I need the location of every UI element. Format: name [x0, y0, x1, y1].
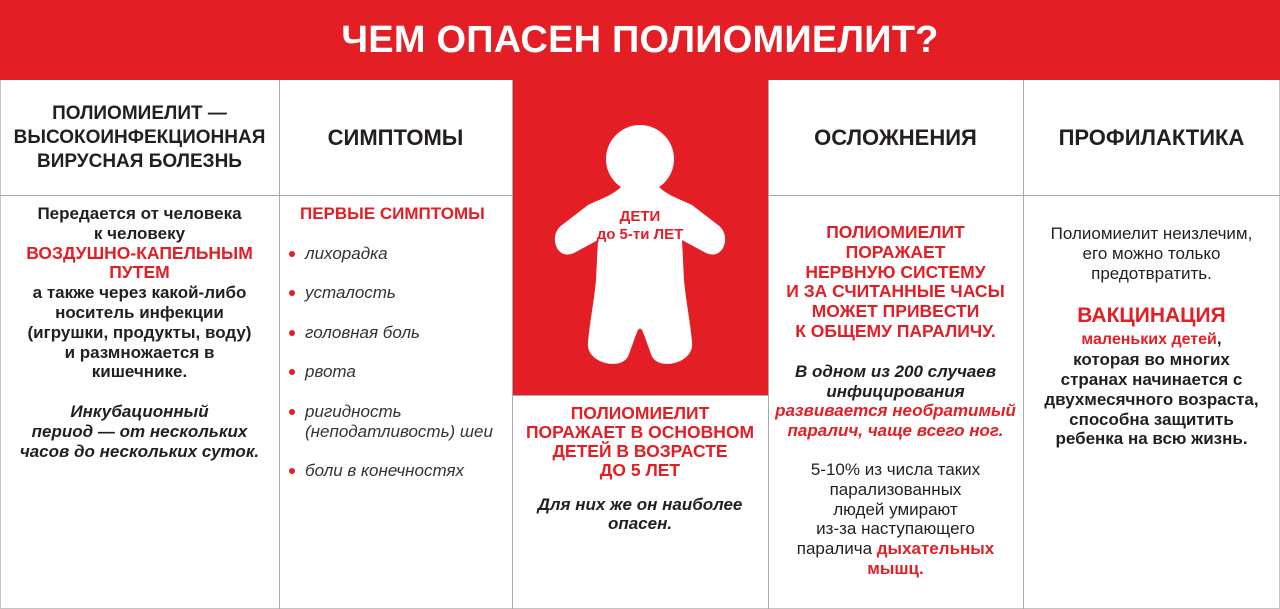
mortality-text: [768, 460, 1023, 579]
bullet-dot: [289, 330, 295, 336]
vaccination-details: которая во многих странах начинается с двухмесячного возраста, способна защитить ребенка на всю жизнь.: [1044, 350, 1259, 449]
list-item: [279, 461, 512, 481]
complications-header-text: ОСЛОЖНЕНИЯ: [814, 124, 977, 150]
list-item: [279, 244, 512, 264]
case-outcome: развивается необратимый паралич, чаще всего ног.: [775, 401, 1016, 441]
column-divider: [512, 80, 513, 609]
symptom-text: боли в конечностях: [305, 461, 465, 481]
prevention-body: [1023, 224, 1280, 449]
bullet-dot: [289, 409, 295, 415]
children-body: [512, 404, 768, 533]
definition-header: [0, 80, 279, 195]
vaccination-target: маленьких детей: [1081, 331, 1217, 349]
case-statistic: В одном из 200 случаев инфицирования: [794, 361, 997, 401]
symptoms-header: [279, 80, 512, 195]
children-panel-divider: [512, 395, 768, 396]
mortality-cause: дыхательных мышц.: [867, 539, 995, 578]
list-item: [279, 402, 512, 442]
prevention-intro: Полиомиелит неизлечим, его можно только предотвратить.: [1050, 224, 1253, 283]
symptom-text: ригидность (неподатливость) шеи: [305, 401, 493, 441]
mortality-main: 5-10% из числа таких парализованных людей умирают из-за наступающего паралича: [796, 459, 981, 559]
child-head: [606, 125, 674, 193]
vaccination-target-comma: ,: [1216, 329, 1222, 349]
symptom-text: усталость: [305, 283, 396, 303]
complications-main-text: ПОЛИОМИЕЛИТ ПОРАЖАЕТ НЕРВНУЮ СИСТЕМУ И ЗА СЧИТАННЫЕ ЧАСЫ МОЖЕТ ПРИВЕСТИ К ОБЩЕМУ ПАРАЛИЧУ.: [786, 222, 1005, 341]
bullet-dot: [289, 369, 295, 375]
symptom-text: лихорадка: [305, 243, 388, 263]
first-symptoms-heading: ПЕРВЫЕ СИМПТОМЫ: [300, 204, 485, 223]
vaccination-heading: ВАКЦИНАЦИЯ: [1077, 304, 1226, 328]
prevention-header-text: ПРОФИЛАКТИКА: [1058, 124, 1245, 150]
symptoms-list: [279, 244, 512, 482]
list-item: [279, 323, 512, 343]
children-main-text: ПОЛИОМИЕЛИТ ПОРАЖАЕТ В ОСНОВНОМ ДЕТЕЙ В ВОЗРАСТЕ ДО 5 ЛЕТ: [525, 403, 755, 480]
children-panel: [512, 80, 768, 395]
bullet-dot: [289, 468, 295, 474]
definition-body: [0, 204, 279, 462]
list-item: [279, 283, 512, 303]
transmission-route: ВОЗДУШНО-КАПЕЛЬНЫМ ПУТЕМ: [26, 242, 253, 283]
title-bar: [0, 0, 1280, 80]
prevention-header: [1023, 80, 1280, 195]
definition-header-text: ПОЛИОМИЕЛИТ — ВЫСОКОИНФЕКЦИОННАЯ ВИРУСНАЯ БОЛЕЗНЬ: [13, 102, 266, 172]
children-note: Для них же он наиболее опасен.: [537, 495, 743, 533]
column-divider: [1023, 80, 1024, 609]
symptom-text: головная боль: [305, 322, 420, 342]
complications-body: [768, 223, 1023, 579]
column-divider: [279, 80, 280, 609]
complications-header: [768, 80, 1023, 195]
symptoms-header-text: СИМПТОМЫ: [327, 124, 464, 150]
header-row-divider: [0, 195, 512, 196]
bullet-dot: [289, 290, 295, 296]
page-title: ЧЕМ ОПАСЕН ПОЛИОМИЕЛИТ?: [341, 19, 939, 61]
symptom-text: рвота: [305, 362, 356, 382]
bullet-dot: [289, 251, 295, 257]
children-figure-label: ДЕТИ до 5-ти ЛЕТ: [596, 208, 684, 243]
header-row-divider: [768, 195, 1280, 196]
list-item: [279, 362, 512, 382]
column-divider: [768, 80, 769, 609]
transmission-intro: Передается от человека к человеку: [37, 204, 242, 243]
incubation-period: Инкубационный период — от нескольких часов до нескольких суток.: [19, 402, 260, 461]
symptoms-body: [279, 204, 512, 501]
vaccination-target-line: [1023, 329, 1280, 350]
transmission-details: а также через какой-либо носитель инфекции (игрушки, продукты, воду) и размножается в кишечнике.: [27, 283, 252, 382]
